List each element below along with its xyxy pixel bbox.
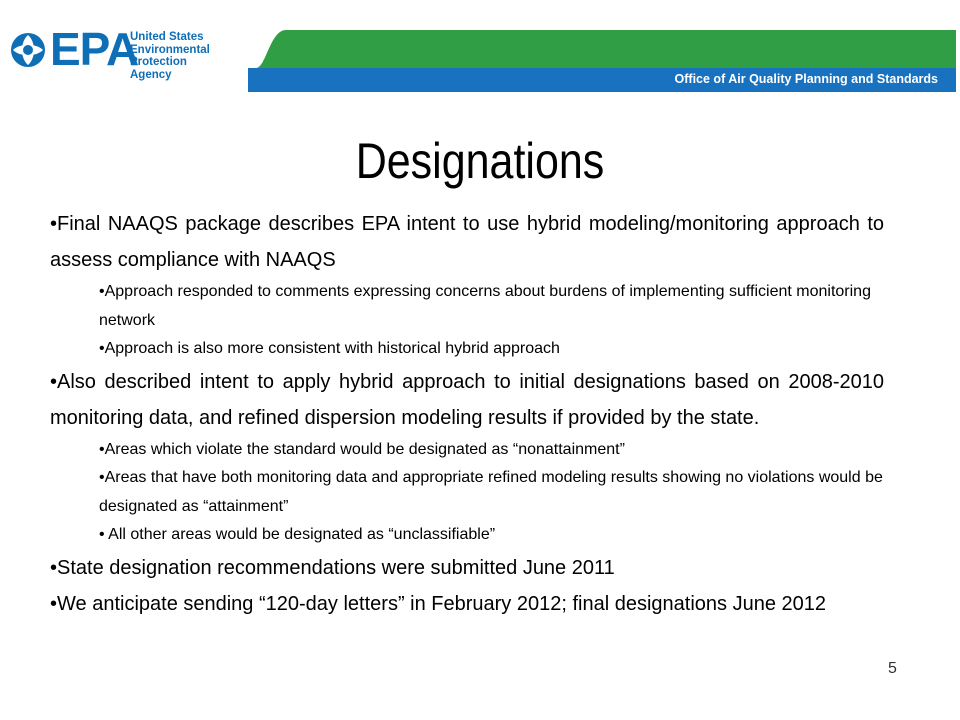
agency-line-3: Agency (130, 68, 172, 81)
sub-bullet-item: •Areas that have both monitoring data and appropriate refined modeling results showing no violations would be designated as “attainment” (99, 469, 883, 515)
page-number: 5 (888, 660, 897, 677)
logo-wordmark: EPA (50, 23, 139, 75)
epa-flower-icon (8, 30, 48, 70)
slide-header (0, 0, 960, 100)
bullet-item: •State designation recommendations were submitted June 2011 (50, 556, 615, 579)
sub-bullet-item: •Approach is also more consistent with historical hybrid approach (99, 340, 560, 357)
bullet-item: •We anticipate sending “120-day letters” in February 2012; final designations June 2012 (50, 592, 826, 615)
bullet-item: •Final NAAQS package describes EPA intent to use hybrid modeling/monitoring approach to assess compliance with NAAQS (50, 213, 884, 271)
agency-line-2: Environmental Protection (130, 43, 210, 68)
sub-bullet-item: •Approach responded to comments expressing concerns about burdens of implementing sufficient monitoring network (99, 283, 871, 329)
sub-bullet-item: •Areas which violate the standard would be designated as “nonattainment” (99, 440, 625, 458)
epa-logo (8, 23, 258, 81)
bullet-item: •Also described intent to apply hybrid approach to initial designations based on 2008-2010 monitoring data, and refined dispersion modeling results if provided by the state. (50, 370, 884, 429)
bullet-list (50, 206, 884, 622)
header-green-band (256, 30, 956, 68)
agency-name (130, 31, 258, 81)
sub-bullet-item: • All other areas would be designated as “unclassifiable” (99, 526, 496, 543)
office-name: Office of Air Quality Planning and Standards (674, 72, 938, 86)
slide-title: Designations (355, 133, 605, 189)
agency-line-1: United States (130, 31, 204, 43)
header-blue-band (248, 68, 956, 92)
